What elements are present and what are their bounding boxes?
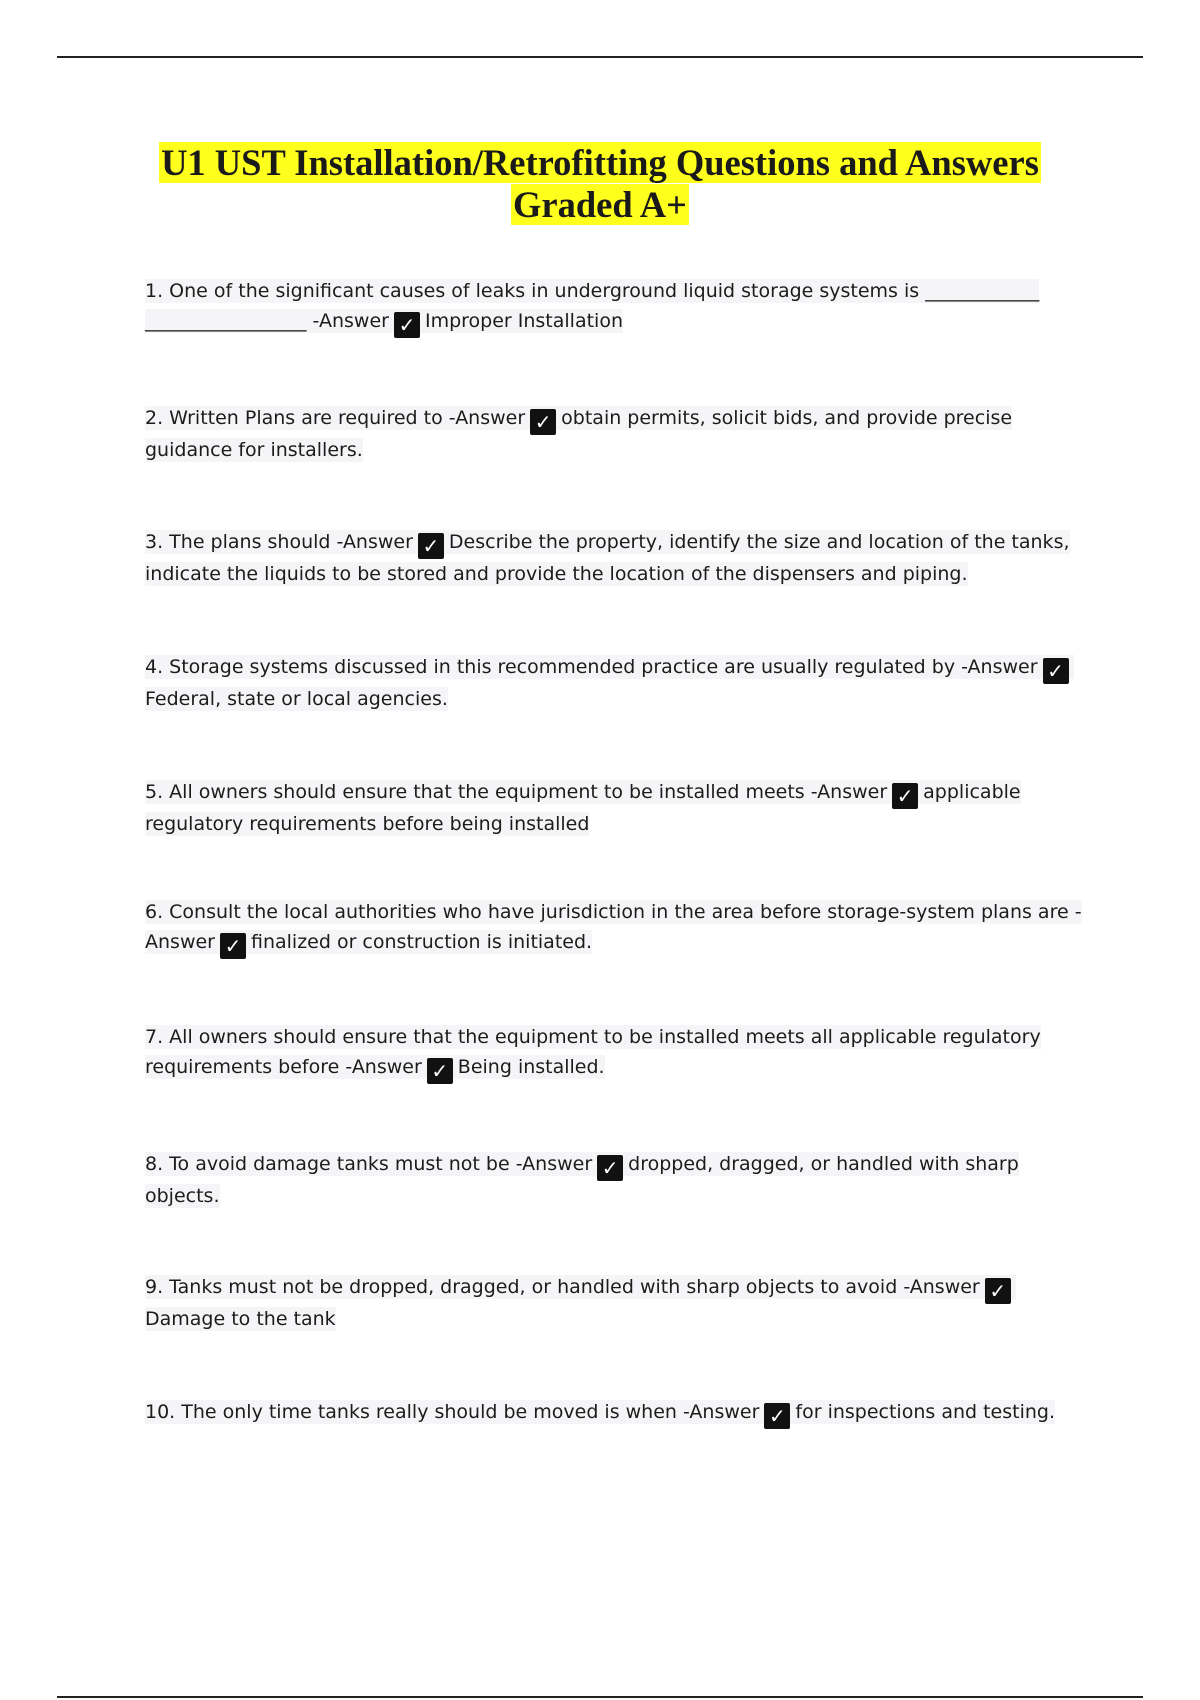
answer-text: for inspections and testing. xyxy=(795,1401,1056,1423)
question-prompt: 7. All owners should ensure that the equipment to be installed meets all applicable regulatory requirements before xyxy=(145,1026,1041,1078)
answer-label: -Answer xyxy=(336,531,413,553)
check-mark-icon: ✓ xyxy=(220,933,246,959)
check-mark-icon: ✓ xyxy=(1043,658,1069,684)
question-6 xyxy=(145,897,1085,959)
question-prompt: 9. Tanks must not be dropped, dragged, or handled with sharp objects to avoid xyxy=(145,1276,904,1298)
answer-text: obtain permits, solicit bids, and provide precise guidance for installers. xyxy=(145,407,1013,461)
question-3 xyxy=(145,527,1085,589)
question-prompt: 8. To avoid damage tanks must not be xyxy=(145,1153,516,1175)
answer-label: -Answer xyxy=(810,781,888,803)
check-mark-icon: ✓ xyxy=(394,312,420,338)
answer-text: Damage to the tank xyxy=(145,1308,336,1330)
question-9 xyxy=(145,1272,1085,1334)
answer-label: -Answer xyxy=(345,1056,422,1078)
question-7 xyxy=(145,1022,1085,1084)
question-prompt: 10. The only time tanks really should be moved is when xyxy=(145,1401,683,1423)
answer-label: -Answer xyxy=(145,901,1082,953)
check-mark-icon: ✓ xyxy=(985,1278,1011,1304)
question-8 xyxy=(145,1149,1085,1211)
document-title xyxy=(100,142,1100,226)
title-line-2: Graded A+ xyxy=(513,184,687,225)
answer-text: Improper Installation xyxy=(424,310,623,332)
answer-text: Describe the property, identify the size and location of the tanks, indicate the liquids to be stored and provide the location of the dispensers and piping. xyxy=(145,531,1070,585)
answer-text: Being installed. xyxy=(457,1056,605,1078)
question-2 xyxy=(145,403,1085,465)
answer-label: -Answer xyxy=(312,310,389,332)
answer-label: -Answer xyxy=(903,1276,980,1298)
answer-label: -Answer xyxy=(682,1401,760,1423)
question-prompt: 1. One of the significant causes of leaks in underground liquid storage systems is ____________ _________________ xyxy=(145,280,1040,332)
answer-text: Federal, state or local agencies. xyxy=(145,688,448,710)
question-10 xyxy=(145,1397,1085,1429)
bottom-rule xyxy=(57,1696,1143,1698)
check-mark-icon: ✓ xyxy=(892,783,918,809)
question-prompt: 5. All owners should ensure that the equipment to be installed meets xyxy=(145,781,811,803)
question-prompt: 4. Storage systems discussed in this recommended practice are usually regulated by xyxy=(145,656,962,678)
question-prompt: 6. Consult the local authorities who have jurisdiction in the area before storage-system plans are xyxy=(145,901,1075,923)
answer-text: applicable regulatory requirements before being installed xyxy=(145,781,1021,835)
answer-label: -Answer xyxy=(961,656,1038,678)
question-4 xyxy=(145,652,1085,714)
question-5 xyxy=(145,777,1085,839)
answer-text: dropped, dragged, or handled with sharp objects. xyxy=(145,1153,1019,1207)
check-mark-icon: ✓ xyxy=(530,409,556,435)
check-mark-icon: ✓ xyxy=(427,1058,453,1084)
title-line-1: U1 UST Installation/Retrofitting Questions and Answers xyxy=(161,142,1039,183)
question-prompt: 3. The plans should xyxy=(145,531,337,553)
answer-label: -Answer xyxy=(515,1153,593,1175)
question-1 xyxy=(145,276,1085,338)
check-mark-icon: ✓ xyxy=(597,1155,623,1181)
top-rule xyxy=(57,56,1143,58)
check-mark-icon: ✓ xyxy=(764,1403,790,1429)
answer-label: -Answer xyxy=(448,407,526,429)
check-mark-icon: ✓ xyxy=(418,533,444,559)
answer-text: finalized or construction is initiated. xyxy=(250,931,593,953)
question-prompt: 2. Written Plans are required to xyxy=(145,407,449,429)
